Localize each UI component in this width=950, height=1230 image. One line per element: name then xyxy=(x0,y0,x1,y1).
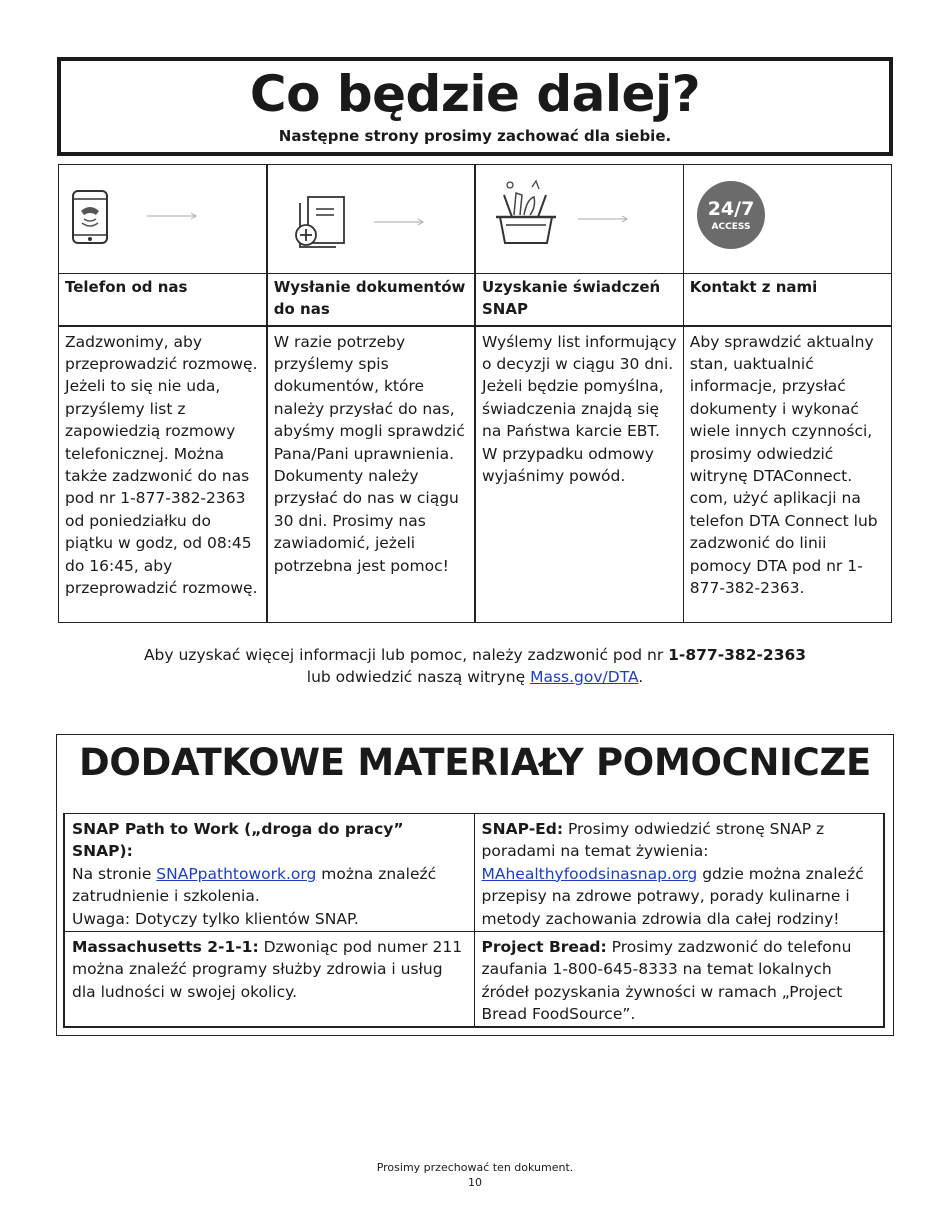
page-footer xyxy=(0,1160,950,1190)
resource-project-bread xyxy=(474,932,884,1027)
contact-text: Aby uzyskać więcej informacji lub pomoc, należy zadzwonić pod nr xyxy=(143,646,669,664)
snap-path-to-work-link[interactable]: SNAPpathtowork.org xyxy=(156,864,317,883)
contact-line-1 xyxy=(0,644,950,666)
grocery-basket-icon xyxy=(476,165,682,273)
page-number: 10 xyxy=(468,1176,482,1189)
resource-text: można znaleźć zatrudnienie i szkolenia. xyxy=(72,864,437,906)
contact-line-2 xyxy=(0,666,950,688)
step-2-icon-cell xyxy=(267,165,475,274)
mass-gov-dta-link[interactable]: Mass.gov/DTA xyxy=(530,668,639,686)
access-24-7-icon xyxy=(684,165,890,273)
phone-icon xyxy=(59,165,264,273)
contact-text-2: lub odwiedzić naszą witrynę xyxy=(306,668,531,686)
resource-snap-path-to-work xyxy=(64,814,474,932)
contact-phone: 1-877-382-2363 xyxy=(668,646,807,664)
resource-text: Prosimy odwiedzić stronę SNAP z poradami na temat żywienia: xyxy=(481,820,825,861)
footer-note: Prosimy przechować ten dokument. xyxy=(376,1161,574,1174)
contact-info xyxy=(0,644,950,688)
resource-massachusetts-211 xyxy=(64,932,474,1027)
resource-text: Na stronie xyxy=(72,864,157,883)
contact-period: . xyxy=(638,668,644,686)
step-1-heading: Telefon od nas xyxy=(59,274,267,326)
steps-table xyxy=(58,164,892,623)
resource-text: Prosimy zadzwonić do telefonu zaufania 1-800-645-8333 na temat lokalnych źródeł pozyskania żywności w ramach „Project Bread FoodSource”. xyxy=(481,938,852,1024)
ma-healthy-foods-link[interactable]: MAhealthyfoodsinasnap.org xyxy=(481,864,698,883)
page-subtitle: Następne strony prosimy zachować dla siebie. xyxy=(278,127,672,145)
step-2-heading: Wysłanie dokumentów do nas xyxy=(267,274,475,326)
resource-snap-ed xyxy=(474,814,884,932)
step-3-body: Wyślemy list informujący o decyzji w ciągu 30 dni. Jeżeli będzie pomyślna, świadczenia znajdą się na Państwa karcie EBT. W przypadku odmowy wyjaśnimy powód. xyxy=(475,326,683,623)
resources-table xyxy=(63,813,885,1028)
step-4-icon-cell xyxy=(683,165,891,274)
resource-label: Project Bread: xyxy=(481,938,607,956)
access-icon-sub-text: ACCESS xyxy=(711,222,751,232)
step-4-heading: Kontakt z nami xyxy=(683,274,891,326)
resource-label: SNAP-Ed: xyxy=(481,820,564,838)
resource-text: gdzie można znaleźć przepisy na zdrowe potrawy, porady kulinarne i metody zachowania zdrowia dla całej rodziny! xyxy=(481,864,864,928)
resources-box xyxy=(56,734,894,1036)
step-1-body: Zadzwonimy, aby przeprowadzić rozmowę. Jeżeli to się nie uda, przyślemy list z zapowiedzią rozmowy telefonicznej. Można także zadzwonić do nas pod nr 1-877-382-2363 od poniedziałku do piątku w godz, od 08:45 do 16:45, aby przeprowadzić rozmowę. xyxy=(59,326,267,623)
step-3-heading: Uzyskanie świadczeń SNAP xyxy=(475,274,683,326)
step-4-body: Aby sprawdzić aktualny stan, uaktualnić informacje, przysłać dokumenty i wykonać wiele innych czynności, prosimy odwiedzić witrynę DTAConnect. com, użyć aplikacji na telefon DTA Connect lub zadzwonić do linii pomocy DTA pod nr 1-877-382-2363. xyxy=(683,326,891,623)
step-3-icon-cell xyxy=(475,165,683,274)
header-box xyxy=(57,57,893,156)
resource-note: Uwaga: Dotyczy tylko klientów SNAP. xyxy=(72,909,359,928)
resources-title: DODATKOWE MATERIAŁY POMOCNICZE xyxy=(79,741,871,784)
access-icon-main-text: 24/7 xyxy=(707,198,755,220)
resource-text: Dzwoniąc pod numer 211 można znaleźć programy służby zdrowia i usług dla ludności w swojej okolicy. xyxy=(72,938,463,1001)
resource-label: SNAP Path to Work („droga do pracy” SNAP): xyxy=(72,820,404,861)
step-2-body: W razie potrzeby przyślemy spis dokumentów, które należy przysłać do nas, abyśmy mogli sprawdzić Pana/Pani uprawnienia. Dokumenty należy przysłać do nas w ciągu 30 dni. Prosimy nas zawiadomić, jeżeli potrzebna jest pomoc! xyxy=(267,326,475,623)
page-title: Co będzie dalej? xyxy=(249,65,701,123)
resource-label: Massachusetts 2-1-1: xyxy=(72,938,259,956)
step-1-icon-cell xyxy=(59,165,267,274)
documents-icon xyxy=(268,165,473,273)
